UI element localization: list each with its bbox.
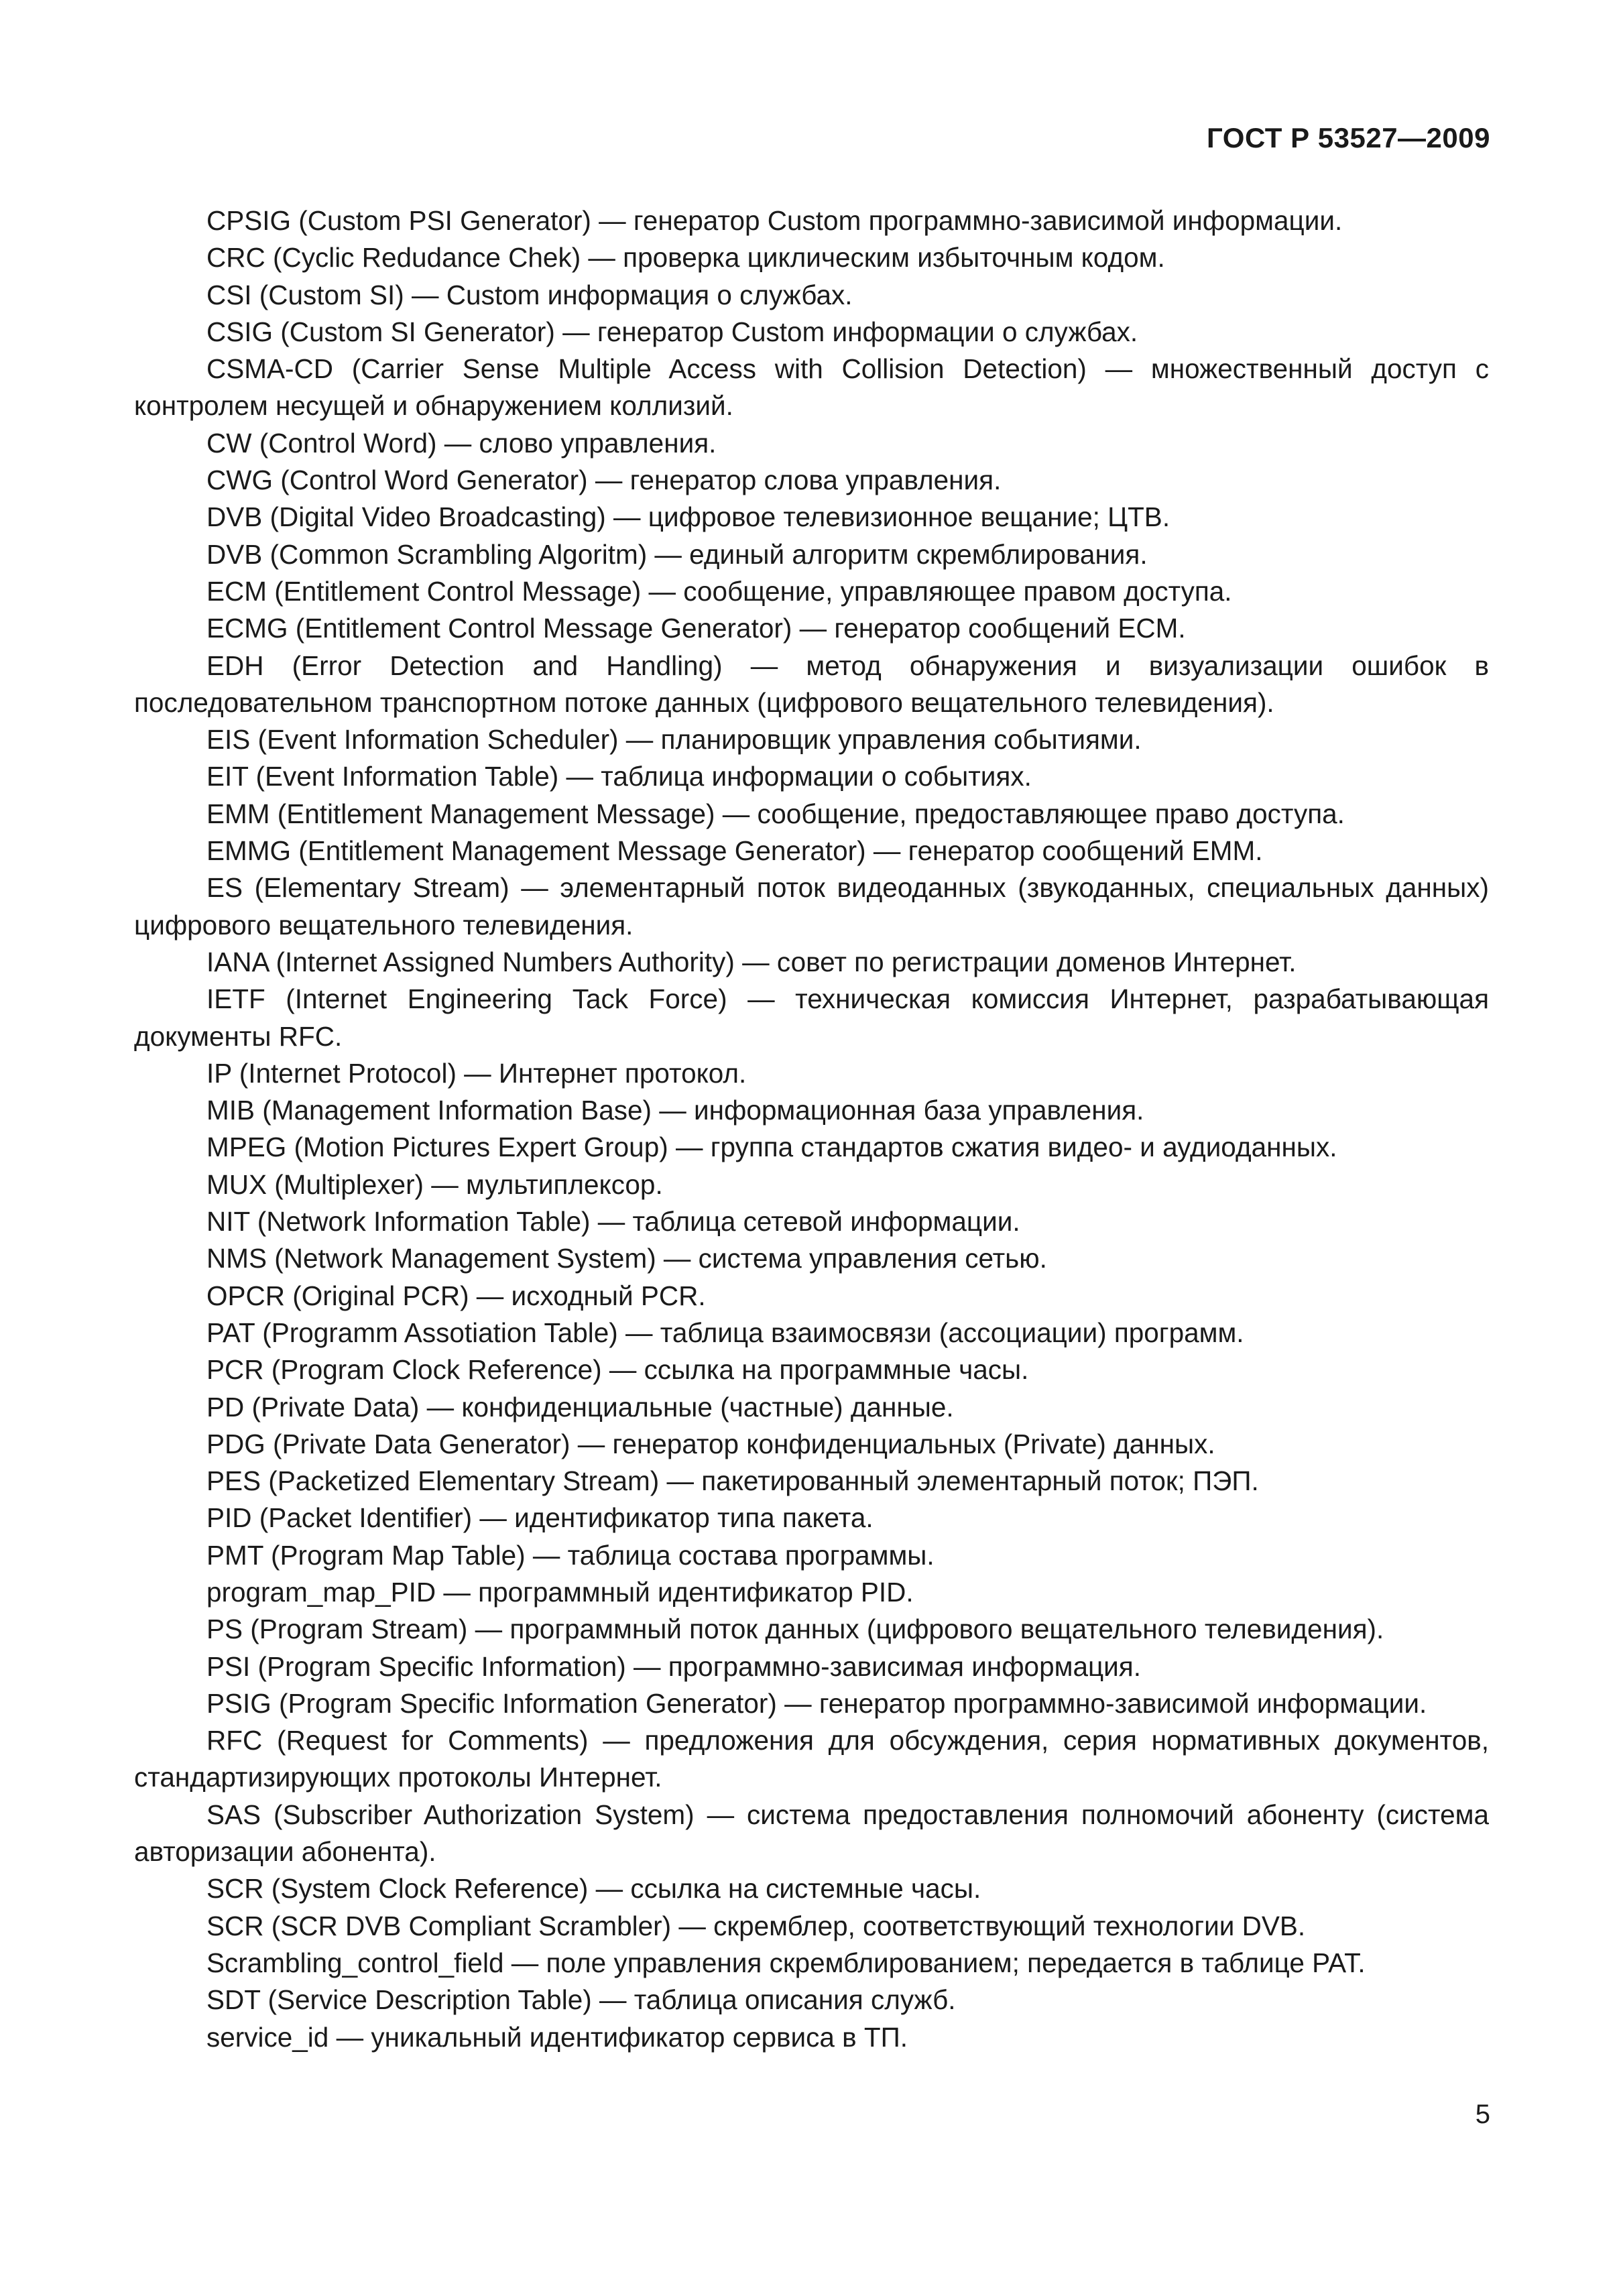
- abbreviation-entry: EDH (Error Detection and Handling) — метод обнаружения и визуализации ошибок в последовательном транспортном потоке данных (цифрового вещательного телевидения).: [134, 650, 1489, 718]
- abbreviation-entry: ES (Elementary Stream) — элементарный поток видеоданных (звукоданных, специальных данных) цифрового вещательного телевидения.: [134, 872, 1489, 941]
- abbreviation-entry: DVB (Digital Video Broadcasting) — цифровое телевизионное вещание; ЦТВ.: [206, 501, 1170, 533]
- abbreviation-entry: CSI (Custom SI) — Custom информация о службах.: [206, 279, 853, 310]
- abbreviation-entry: NMS (Network Management System) — система управления сетью.: [206, 1243, 1047, 1274]
- abbreviation-entry: EIT (Event Information Table) — таблица информации о событиях.: [206, 761, 1032, 792]
- abbreviation-entry: IANA (Internet Assigned Numbers Authority) — совет по регистрации доменов Интернет.: [206, 946, 1297, 977]
- abbreviation-entry: PCR (Program Clock Reference) — ссылка на программные часы.: [206, 1354, 1029, 1386]
- abbreviation-entry: DVB (Common Scrambling Algoritm) — единый алгоритм скремблирования.: [206, 538, 1148, 570]
- abbreviation-entry: SDT (Service Description Table) — таблица описания служб.: [206, 1984, 956, 2016]
- abbreviation-entry: SCR (System Clock Reference) — ссылка на системные часы.: [206, 1873, 981, 1905]
- abbreviation-entry: EMM (Entitlement Management Message) — сообщение, предоставляющее право доступа.: [206, 798, 1345, 829]
- abbreviation-entry: program_map_PID — программный идентификатор PID.: [206, 1576, 914, 1608]
- abbreviation-entry: PES (Packetized Elementary Stream) — пакетированный элементарный поток; ПЭП.: [206, 1465, 1259, 1497]
- abbreviation-entry: PSI (Program Specific Information) — программно-зависимая информация.: [206, 1650, 1141, 1682]
- abbreviation-entry: PDG (Private Data Generator) — генератор конфиденциальных (Private) данных.: [206, 1428, 1215, 1459]
- abbreviation-entry: MPEG (Motion Pictures Expert Group) — группа стандартов сжатия видео- и аудиоданных.: [206, 1132, 1337, 1163]
- abbreviation-entry: OPCR (Original PCR) — исходный PCR.: [206, 1280, 706, 1311]
- page-number: 5: [1475, 2100, 1490, 2129]
- abbreviations-list: [134, 202, 1489, 2056]
- abbreviation-entry: PSIG (Program Specific Information Generator) — генератор программно-зависимой информации.: [206, 1687, 1427, 1719]
- abbreviation-entry: EIS (Event Information Scheduler) — планировщик управления событиями.: [206, 724, 1142, 756]
- abbreviation-entry: PID (Packet Identifier) — идентификатор типа пакета.: [206, 1502, 874, 1534]
- abbreviation-entry: SAS (Subscriber Authorization System) — система предоставления полномочий абоненту (система авторизации абонента).: [134, 1799, 1489, 1868]
- abbreviation-entry: PMT (Program Map Table) — таблица состава программы.: [206, 1539, 935, 1571]
- abbreviation-entry: Scrambling_control_field — поле управления скремблированием; передается в таблице PAT.: [206, 1947, 1366, 1978]
- abbreviation-entry: ECM (Entitlement Control Message) — сообщение, управляющее правом доступа.: [206, 575, 1232, 607]
- abbreviation-entry: PD (Private Data) — конфиденциальные (частные) данные.: [206, 1391, 954, 1423]
- abbreviation-entry: PS (Program Stream) — программный поток данных (цифрового вещательного телевидения).: [206, 1614, 1384, 1645]
- abbreviation-entry: CWG (Control Word Generator) — генератор слова управления.: [206, 465, 1002, 496]
- document-standard-id: ГОСТ Р 53527—2009: [1207, 122, 1490, 154]
- abbreviation-entry: NIT (Network Information Table) — таблица сетевой информации.: [206, 1206, 1020, 1237]
- abbreviation-entry: MIB (Management Information Base) — информационная база управления.: [206, 1095, 1144, 1126]
- abbreviation-entry: PAT (Programm Assotiation Table) — таблица взаимосвязи (ассоциации) программ.: [206, 1317, 1244, 1348]
- abbreviation-entry: IP (Internet Protocol) — Интернет протокол.: [206, 1057, 747, 1089]
- abbreviation-entry: CW (Control Word) — слово управления.: [206, 427, 717, 459]
- abbreviation-entry: SCR (SCR DVB Compliant Scrambler) — скремблер, соответствующий технологии DVB.: [206, 1910, 1306, 1941]
- abbreviation-entry: CSMA-CD (Carrier Sense Multiple Access with Collision Detection) — множественный доступ с контролем несущей и обнаружением коллизий.: [134, 353, 1489, 422]
- abbreviation-entry: service_id — уникальный идентификатор сервиса в ТП.: [206, 2021, 908, 2053]
- abbreviation-entry: MUX (Multiplexer) — мультиплексор.: [206, 1168, 663, 1200]
- abbreviation-entry: ECMG (Entitlement Control Message Generator) — генератор сообщений ECM.: [206, 613, 1186, 644]
- abbreviation-entry: IETF (Internet Engineering Tack Force) — техническая комиссия Интернет, разрабатывающая документы RFC.: [134, 983, 1489, 1052]
- abbreviation-entry: CPSIG (Custom PSI Generator) — генератор Custom программно-зависимой информации.: [206, 205, 1343, 236]
- abbreviation-entry: EMMG (Entitlement Management Message Generator) — генератор сообщений EMM.: [206, 835, 1263, 867]
- abbreviation-entry: CSIG (Custom SI Generator) — генератор Custom информации о службах.: [206, 316, 1138, 347]
- abbreviation-entry: RFC (Request for Comments) — предложения для обсуждения, серия нормативных документов, стандартизирующих протоколы Интернет.: [134, 1725, 1489, 1793]
- abbreviation-entry: CRC (Cyclic Redudance Chek) — проверка циклическим избыточным кодом.: [206, 242, 1165, 274]
